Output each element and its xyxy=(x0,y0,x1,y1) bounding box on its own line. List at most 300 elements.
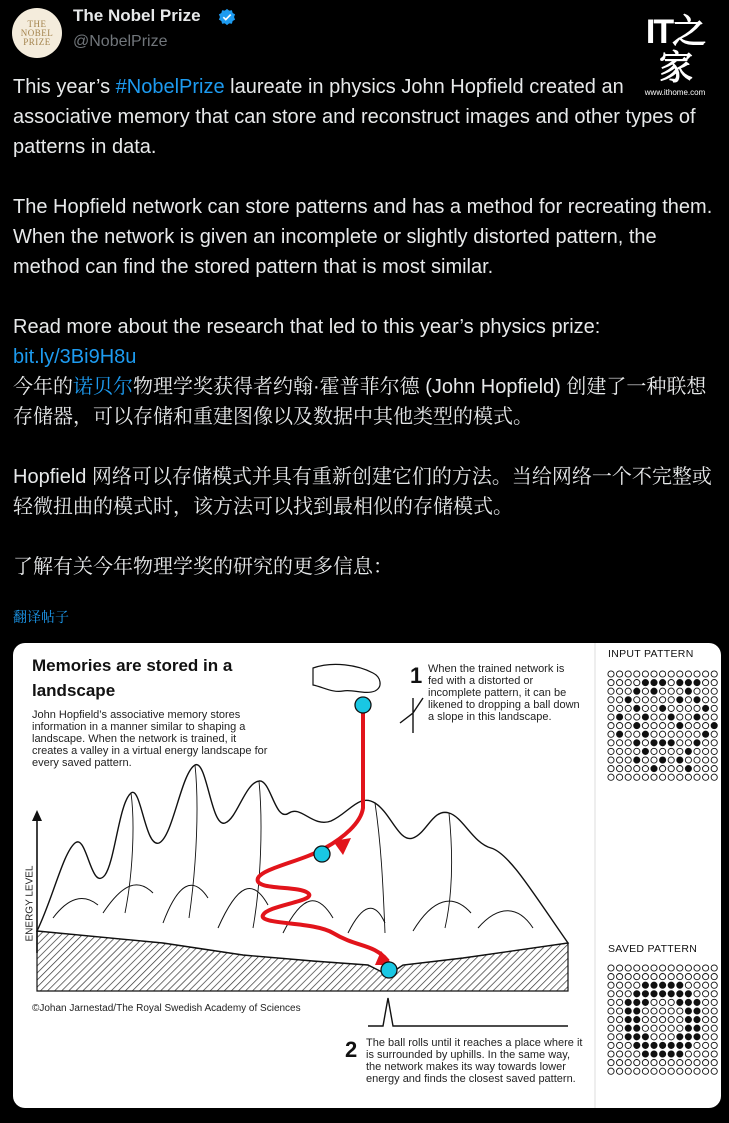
pattern-dot-on xyxy=(703,731,709,737)
hashtag-link-cn[interactable]: 诺贝尔 xyxy=(73,376,133,398)
pattern-dot-on xyxy=(634,1008,640,1014)
pattern-dot-off xyxy=(642,740,648,746)
pattern-dot-off xyxy=(694,766,700,772)
pattern-dot-on xyxy=(634,740,640,746)
hashtag-link[interactable]: #NobelPrize xyxy=(115,76,225,98)
pattern-dot-off xyxy=(703,680,709,686)
pattern-dot-off xyxy=(642,1008,648,1014)
pattern-dot-off xyxy=(634,1068,640,1074)
pattern-dot-on xyxy=(625,1034,631,1040)
pattern-dot-off xyxy=(625,680,631,686)
pattern-dot-off xyxy=(660,766,666,772)
pattern-dot-off xyxy=(608,731,614,737)
pattern-dot-off xyxy=(608,974,614,980)
pattern-dot-off xyxy=(608,671,614,677)
pattern-dot-on xyxy=(642,982,648,988)
pattern-dot-off xyxy=(668,766,674,772)
step-1-number: 1 xyxy=(410,663,423,688)
pattern-dot-off xyxy=(625,991,631,997)
pattern-dot-off xyxy=(685,723,691,729)
pattern-dot-off xyxy=(711,740,717,746)
pattern-dot-off xyxy=(685,1051,691,1057)
pattern-dot-off xyxy=(668,999,674,1005)
pattern-dot-on xyxy=(660,991,666,997)
pattern-dot-on xyxy=(642,1034,648,1040)
pattern-dot-off xyxy=(660,974,666,980)
pattern-dot-off xyxy=(677,671,683,677)
pattern-dot-on xyxy=(685,748,691,754)
text-span: 今年的 xyxy=(13,376,73,398)
pattern-dot-off xyxy=(625,714,631,720)
pattern-dot-off xyxy=(711,680,717,686)
pattern-dot-off xyxy=(642,688,648,694)
pattern-dot-off xyxy=(617,757,623,763)
pattern-dot-off xyxy=(685,974,691,980)
pattern-dot-off xyxy=(694,1042,700,1048)
pattern-dot-on xyxy=(625,1008,631,1014)
pattern-dot-off xyxy=(625,731,631,737)
pattern-dot-on xyxy=(660,1042,666,1048)
pattern-dot-off xyxy=(694,671,700,677)
pattern-dot-off xyxy=(703,723,709,729)
article-link[interactable]: bit.ly/3Bi9H8u xyxy=(13,346,137,368)
pattern-dot-on xyxy=(651,982,657,988)
pattern-dot-on xyxy=(634,757,640,763)
pattern-dot-on xyxy=(651,680,657,686)
pattern-dot-off xyxy=(617,965,623,971)
pattern-dot-off xyxy=(617,991,623,997)
pattern-dot-off xyxy=(625,748,631,754)
pattern-dot-off xyxy=(668,1060,674,1066)
pattern-dot-off xyxy=(617,1068,623,1074)
pattern-dot-off xyxy=(711,748,717,754)
pattern-dot-off xyxy=(660,697,666,703)
pattern-dot-off xyxy=(711,1017,717,1023)
author-name[interactable]: The Nobel Prize xyxy=(73,6,201,25)
avatar-line: NOBEL xyxy=(20,27,54,38)
pattern-dot-off xyxy=(711,774,717,780)
pattern-dot-off xyxy=(625,1051,631,1057)
pattern-dot-on xyxy=(617,714,623,720)
pattern-dot-on xyxy=(694,999,700,1005)
pattern-dot-on xyxy=(677,723,683,729)
pattern-dot-on xyxy=(685,991,691,997)
pattern-dot-off xyxy=(608,748,614,754)
pattern-dot-off xyxy=(685,757,691,763)
pattern-dot-off xyxy=(651,731,657,737)
pattern-dot-off xyxy=(634,671,640,677)
pattern-dot-on xyxy=(711,723,717,729)
pattern-dot-on xyxy=(660,1051,666,1057)
pattern-dot-on xyxy=(677,1042,683,1048)
pattern-dot-on xyxy=(634,688,640,694)
pattern-dot-off xyxy=(660,774,666,780)
pattern-dot-off xyxy=(694,688,700,694)
pattern-dot-off xyxy=(668,965,674,971)
pattern-dot-off xyxy=(617,723,623,729)
pattern-dot-off xyxy=(617,740,623,746)
text-span: 物理学奖获得者约翰·霍普菲尔德 (John Hopfield) 创建了一种联想存储器，可以存储和重建图像以及数据中其他类型的模式。 xyxy=(13,376,707,428)
pattern-dot-off xyxy=(660,1060,666,1066)
pattern-dot-off xyxy=(694,965,700,971)
pattern-dot-on xyxy=(668,991,674,997)
pattern-dot-off xyxy=(694,982,700,988)
pattern-dot-on xyxy=(668,1051,674,1057)
pattern-dot-on xyxy=(685,1042,691,1048)
pattern-dot-off xyxy=(608,1068,614,1074)
pattern-dot-off xyxy=(617,748,623,754)
pattern-dot-off xyxy=(608,688,614,694)
pattern-dot-off xyxy=(711,705,717,711)
pattern-dot-off xyxy=(642,1068,648,1074)
pattern-dot-off xyxy=(651,965,657,971)
pattern-dot-off xyxy=(651,974,657,980)
tweet-text xyxy=(13,72,723,582)
pattern-dot-off xyxy=(685,774,691,780)
pattern-dot-off xyxy=(634,774,640,780)
pattern-dot-off xyxy=(642,974,648,980)
pattern-dot-on xyxy=(660,705,666,711)
pattern-dot-on xyxy=(677,1051,683,1057)
pattern-dot-off xyxy=(711,757,717,763)
watermark-logo-text: IT之家 xyxy=(645,13,705,87)
pattern-dot-off xyxy=(685,697,691,703)
pattern-dot-off xyxy=(642,766,648,772)
pattern-dot-on xyxy=(642,999,648,1005)
pattern-dot-off xyxy=(694,731,700,737)
pattern-dot-off xyxy=(651,1017,657,1023)
pattern-dot-off xyxy=(608,774,614,780)
pattern-dot-off xyxy=(711,1060,717,1066)
pattern-dot-off xyxy=(703,974,709,980)
pattern-dot-off xyxy=(660,1034,666,1040)
pattern-dot-off xyxy=(651,1008,657,1014)
pattern-dot-off xyxy=(651,999,657,1005)
pattern-dot-on xyxy=(634,1025,640,1031)
pattern-dot-off xyxy=(651,714,657,720)
pattern-dot-off xyxy=(703,1051,709,1057)
pattern-dot-off xyxy=(694,1051,700,1057)
pattern-dot-on xyxy=(651,688,657,694)
pattern-dot-off xyxy=(608,1034,614,1040)
pattern-dot-on xyxy=(642,991,648,997)
pattern-dot-off xyxy=(642,671,648,677)
figure-title: Memories are stored in a landscape xyxy=(32,656,233,700)
pattern-dot-off xyxy=(677,1017,683,1023)
pattern-dot-off xyxy=(651,723,657,729)
pattern-dot-off xyxy=(668,697,674,703)
pattern-dot-off xyxy=(668,731,674,737)
pattern-dot-on xyxy=(685,688,691,694)
pattern-dot-off xyxy=(625,723,631,729)
pattern-dot-off xyxy=(651,671,657,677)
pattern-dot-on xyxy=(685,766,691,772)
pattern-dot-off xyxy=(608,965,614,971)
pattern-dot-off xyxy=(608,999,614,1005)
pattern-dot-off xyxy=(677,974,683,980)
pattern-dot-off xyxy=(711,671,717,677)
pattern-dot-off xyxy=(703,1025,709,1031)
pattern-dot-off xyxy=(651,1025,657,1031)
pattern-dot-on xyxy=(651,991,657,997)
pattern-dot-off xyxy=(711,1042,717,1048)
pattern-dot-off xyxy=(617,1017,623,1023)
pattern-dot-off xyxy=(677,714,683,720)
ball-mid-icon xyxy=(314,846,330,862)
step-2-text: The ball rolls until it reaches a place where it is surrounded by uphills. In the same way, the network makes its way towards lower energy and finds the closest saved pattern. xyxy=(366,1037,583,1085)
pattern-dot-off xyxy=(642,1017,648,1023)
pattern-dot-on xyxy=(625,1017,631,1023)
pattern-dot-off xyxy=(668,680,674,686)
pattern-dot-off xyxy=(685,1068,691,1074)
pattern-dot-off xyxy=(651,1034,657,1040)
pattern-dot-on xyxy=(685,999,691,1005)
pattern-dot-off xyxy=(625,965,631,971)
avatar-line: THE xyxy=(27,18,47,29)
pattern-dot-on xyxy=(685,1025,691,1031)
pattern-dot-on xyxy=(660,757,666,763)
pattern-dot-off xyxy=(660,671,666,677)
pattern-dot-off xyxy=(677,1008,683,1014)
pattern-dot-off xyxy=(651,697,657,703)
pattern-dot-on xyxy=(660,982,666,988)
pattern-dot-on xyxy=(634,705,640,711)
translate-post-link[interactable]: 翻译帖子 xyxy=(13,609,69,625)
pattern-dot-off xyxy=(703,1034,709,1040)
pattern-dot-off xyxy=(642,1025,648,1031)
pattern-dot-on xyxy=(668,740,674,746)
pattern-dot-on xyxy=(634,1034,640,1040)
pattern-dot-off xyxy=(660,688,666,694)
pattern-dot-off xyxy=(651,748,657,754)
pattern-dot-on xyxy=(651,740,657,746)
pattern-dot-on xyxy=(642,1042,648,1048)
pattern-dot-off xyxy=(660,723,666,729)
pattern-dot-off xyxy=(608,991,614,997)
pattern-dot-on xyxy=(634,1042,640,1048)
pattern-dot-off xyxy=(685,731,691,737)
pattern-dot-off xyxy=(660,1068,666,1074)
pattern-dot-off xyxy=(617,1051,623,1057)
tweet-paragraph: 了解有关今年物理学奖的研究的更多信息： xyxy=(13,556,393,578)
pattern-dot-off xyxy=(668,688,674,694)
pattern-dot-off xyxy=(608,1051,614,1057)
pattern-dot-off xyxy=(711,1068,717,1074)
pattern-dot-off xyxy=(634,714,640,720)
pattern-dot-off xyxy=(617,705,623,711)
pattern-dot-on xyxy=(634,999,640,1005)
pattern-dot-off xyxy=(668,705,674,711)
pattern-dot-on xyxy=(677,1034,683,1040)
pattern-dot-off xyxy=(668,723,674,729)
pattern-dot-off xyxy=(711,688,717,694)
pattern-dot-off xyxy=(694,723,700,729)
figure-credit: ©Johan Jarnestad/The Royal Swedish Academy of Sciences xyxy=(32,1003,301,1014)
pattern-dot-off xyxy=(617,671,623,677)
pattern-dot-off xyxy=(617,1008,623,1014)
tweet-paragraph xyxy=(13,72,723,162)
pattern-dot-off xyxy=(703,714,709,720)
pattern-dot-off xyxy=(608,766,614,772)
pattern-dot-on xyxy=(625,1025,631,1031)
pattern-dot-off xyxy=(634,748,640,754)
pattern-dot-off xyxy=(617,688,623,694)
pattern-dot-off xyxy=(608,1025,614,1031)
pattern-dot-off xyxy=(625,974,631,980)
pattern-dot-on xyxy=(660,680,666,686)
pattern-dot-off xyxy=(703,740,709,746)
pattern-dot-off xyxy=(660,731,666,737)
pattern-dot-off xyxy=(634,697,640,703)
avatar[interactable] xyxy=(12,8,62,58)
pattern-dot-off xyxy=(703,748,709,754)
pattern-dot-off xyxy=(625,671,631,677)
pattern-dot-off xyxy=(703,1017,709,1023)
saved-pattern-grid xyxy=(608,965,717,1074)
text-span: laureate in physics John Hopfield created an associative memory that can store and reconstruct images and other types of patterns in data. xyxy=(13,76,696,158)
pattern-dot-off xyxy=(608,982,614,988)
pattern-dot-on xyxy=(694,1025,700,1031)
pattern-dot-off xyxy=(711,697,717,703)
pattern-dot-off xyxy=(711,965,717,971)
pattern-dot-off xyxy=(634,766,640,772)
pattern-dot-off xyxy=(677,1025,683,1031)
pattern-dot-on xyxy=(651,1042,657,1048)
pattern-dot-off xyxy=(703,982,709,988)
pattern-dot-off xyxy=(694,1068,700,1074)
pattern-dot-off xyxy=(703,1008,709,1014)
pattern-dot-on xyxy=(694,740,700,746)
pattern-dot-off xyxy=(634,965,640,971)
pattern-dot-off xyxy=(608,714,614,720)
tweet-paragraph: Hopfield 网络可以存储模式并具有重新创建它们的方法。当给网络一个不完整或轻微扭曲的模式时，该方法可以找到最相似的存储模式。 xyxy=(13,466,712,518)
pattern-dot-off xyxy=(642,723,648,729)
pattern-dot-off xyxy=(668,757,674,763)
pattern-dot-off xyxy=(642,705,648,711)
pattern-dot-off xyxy=(634,1060,640,1066)
pattern-dot-off xyxy=(660,748,666,754)
pattern-dot-off xyxy=(608,757,614,763)
pattern-dot-off xyxy=(617,774,623,780)
pattern-dot-off xyxy=(642,965,648,971)
pattern-dot-off xyxy=(642,1060,648,1066)
pattern-dot-off xyxy=(625,688,631,694)
tweet-paragraph: Read more about the research that led to this year’s physics prize: xyxy=(13,316,601,338)
pattern-dot-off xyxy=(677,965,683,971)
pattern-dot-off xyxy=(617,999,623,1005)
pattern-dot-off xyxy=(711,991,717,997)
pattern-dot-off xyxy=(625,774,631,780)
pattern-dot-off xyxy=(651,1068,657,1074)
pattern-dot-off xyxy=(608,1008,614,1014)
pattern-dot-off xyxy=(711,1008,717,1014)
pattern-dot-on xyxy=(642,680,648,686)
pattern-dot-off xyxy=(651,757,657,763)
pattern-dot-on xyxy=(694,697,700,703)
pattern-dot-off xyxy=(685,705,691,711)
pattern-dot-off xyxy=(625,757,631,763)
text-span: This year’s xyxy=(13,76,116,98)
pattern-dot-off xyxy=(703,688,709,694)
input-pattern-grid xyxy=(608,671,717,780)
saved-pattern-label: SAVED PATTERN xyxy=(608,943,698,955)
pattern-dot-off xyxy=(617,680,623,686)
pattern-dot-off xyxy=(694,774,700,780)
pattern-dot-off xyxy=(703,991,709,997)
step-2-number: 2 xyxy=(345,1037,358,1062)
pattern-dot-off xyxy=(642,697,648,703)
pattern-dot-off xyxy=(694,757,700,763)
pattern-dot-off xyxy=(634,1051,640,1057)
watermark-logo xyxy=(633,13,717,97)
energy-axis-label: ENERGY LEVEL xyxy=(24,865,36,942)
pattern-dot-off xyxy=(694,1060,700,1066)
pattern-dot-off xyxy=(617,974,623,980)
pattern-dot-on xyxy=(617,731,623,737)
pattern-dot-off xyxy=(608,740,614,746)
pattern-dot-on xyxy=(685,1034,691,1040)
pattern-dot-on xyxy=(685,680,691,686)
ball-end-icon xyxy=(381,962,397,978)
pattern-dot-off xyxy=(642,774,648,780)
pattern-dot-on xyxy=(694,714,700,720)
pattern-dot-on xyxy=(668,982,674,988)
pattern-dot-off xyxy=(608,705,614,711)
pattern-dot-on xyxy=(660,740,666,746)
pattern-dot-off xyxy=(711,731,717,737)
pattern-dot-off xyxy=(711,766,717,772)
pattern-dot-off xyxy=(711,974,717,980)
pattern-dot-off xyxy=(668,1034,674,1040)
media-image[interactable] xyxy=(13,643,721,1108)
pattern-dot-off xyxy=(703,671,709,677)
pattern-dot-off xyxy=(668,1025,674,1031)
pattern-dot-off xyxy=(703,766,709,772)
pattern-dot-on xyxy=(651,766,657,772)
pattern-dot-off xyxy=(668,748,674,754)
pattern-dot-off xyxy=(608,680,614,686)
pattern-dot-off xyxy=(634,731,640,737)
pattern-dot-on xyxy=(677,999,683,1005)
watermark-url: www.ithome.com xyxy=(644,88,706,97)
author-handle[interactable]: @NobelPrize xyxy=(73,33,168,50)
pattern-dot-off xyxy=(703,1068,709,1074)
pattern-dot-off xyxy=(617,697,623,703)
pattern-dot-off xyxy=(677,740,683,746)
pattern-dot-off xyxy=(703,1042,709,1048)
pattern-dot-off xyxy=(617,1042,623,1048)
pattern-dot-off xyxy=(711,999,717,1005)
pattern-dot-off xyxy=(608,1017,614,1023)
pattern-dot-off xyxy=(617,1034,623,1040)
pattern-dot-off xyxy=(668,671,674,677)
pattern-dot-off xyxy=(685,965,691,971)
pattern-dot-off xyxy=(617,1060,623,1066)
pattern-dot-off xyxy=(685,982,691,988)
pattern-dot-off xyxy=(685,714,691,720)
pattern-dot-off xyxy=(651,1060,657,1066)
pattern-dot-on xyxy=(642,714,648,720)
pattern-dot-off xyxy=(668,1008,674,1014)
pattern-dot-on xyxy=(625,697,631,703)
ball-start-icon xyxy=(355,697,371,713)
pattern-dot-off xyxy=(651,705,657,711)
pattern-dot-off xyxy=(608,1060,614,1066)
pattern-dot-on xyxy=(668,1042,674,1048)
pattern-dot-on xyxy=(694,1034,700,1040)
pattern-dot-on xyxy=(642,1051,648,1057)
pattern-dot-off xyxy=(694,748,700,754)
